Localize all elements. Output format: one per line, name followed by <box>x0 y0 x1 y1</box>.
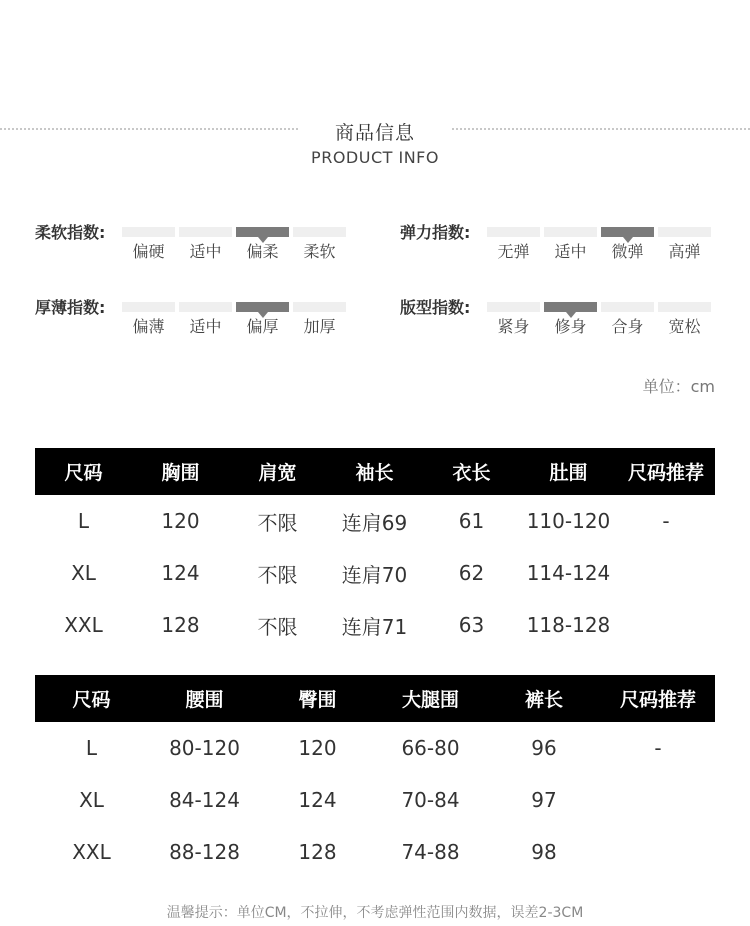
table-cell <box>601 774 715 826</box>
table-cell: 84-124 <box>169 788 240 812</box>
table-cell: XL <box>71 561 96 585</box>
table-cell: 连肩71 <box>341 614 408 639</box>
header-pant-length: 裤长 <box>487 675 601 722</box>
thickness-index-scale <box>122 302 355 312</box>
table-cell <box>617 599 715 651</box>
table-cell: 74-88 <box>401 840 460 864</box>
table-cell: L <box>77 509 90 533</box>
measurement-tip: 温馨提示：单位CM，不拉伸，不考虑弹性范围内数据，误差2-3CM <box>166 905 584 921</box>
section-header <box>0 110 750 180</box>
index-option: 合身 <box>611 317 644 336</box>
index-option: 适中 <box>554 242 587 261</box>
header-hip: 臀围 <box>261 675 374 722</box>
table-row <box>35 774 715 826</box>
scale-segment <box>601 302 654 312</box>
table-cell: 124 <box>298 788 337 812</box>
index-option: 无弹 <box>497 242 530 261</box>
index-option: 高弹 <box>668 242 701 261</box>
index-option: 加厚 <box>303 317 336 336</box>
table-cell: 连肩70 <box>341 562 408 587</box>
elasticity-index <box>400 222 720 272</box>
index-option: 偏柔 <box>246 242 279 261</box>
softness-index-scale <box>122 227 355 237</box>
scale-segment <box>487 302 540 312</box>
scale-segment <box>601 227 654 237</box>
table-cell: 80-120 <box>169 736 240 760</box>
fit-index-scale <box>487 302 720 312</box>
softness-index <box>35 222 355 272</box>
table-cell: 120 <box>161 509 200 533</box>
section-title-cn: 商品信息 <box>334 122 415 144</box>
scale-segment <box>487 227 540 237</box>
header-thigh: 大腿围 <box>374 675 487 722</box>
table-cell: 128 <box>161 613 200 637</box>
table-cell: 118-128 <box>526 613 611 637</box>
scale-segment <box>293 227 346 237</box>
unit-label: 单位：cm <box>642 377 715 396</box>
header-sleeve: 袖长 <box>326 448 423 495</box>
bottom-size-table <box>35 675 715 878</box>
thickness-index <box>35 297 355 347</box>
scale-segment <box>179 302 232 312</box>
table-cell: 66-80 <box>401 736 460 760</box>
index-option: 微弹 <box>611 242 644 261</box>
table-cell: 连肩69 <box>341 510 408 535</box>
index-option: 偏厚 <box>246 317 279 336</box>
table-cell: 88-128 <box>169 840 240 864</box>
table-cell: 不限 <box>257 614 298 639</box>
table-cell: 114-124 <box>526 561 611 585</box>
table-cell: 110-120 <box>526 509 611 533</box>
header-length: 衣长 <box>423 448 520 495</box>
header-recommend: 尺码推荐 <box>601 675 715 722</box>
softness-index-label: 柔软指数: <box>35 223 106 242</box>
header-chest: 胸围 <box>132 448 229 495</box>
table-row <box>35 826 715 878</box>
table-cell: XXL <box>72 840 111 864</box>
header-size: 尺码 <box>35 448 132 495</box>
table-cell: 97 <box>531 788 557 812</box>
scale-segment <box>544 302 597 312</box>
table-cell: 124 <box>161 561 200 585</box>
scale-segment <box>122 227 175 237</box>
scale-segment <box>544 227 597 237</box>
elasticity-index-label: 弹力指数: <box>400 223 471 242</box>
table-cell: XXL <box>64 613 103 637</box>
scale-segment <box>293 302 346 312</box>
table-cell <box>617 547 715 599</box>
header-size: 尺码 <box>35 675 148 722</box>
table-cell: L <box>85 736 98 760</box>
table-header-row <box>35 448 715 495</box>
table-row <box>35 547 715 599</box>
table-header-row <box>35 675 715 722</box>
table-cell: - <box>662 509 670 533</box>
table-cell: XL <box>79 788 104 812</box>
fit-index <box>400 297 720 347</box>
fit-index-label: 版型指数: <box>400 298 471 317</box>
section-title-en: PRODUCT INFO <box>311 148 439 167</box>
index-option: 偏薄 <box>132 317 165 336</box>
index-option: 修身 <box>554 317 587 336</box>
table-cell: 98 <box>531 840 557 864</box>
top-size-table <box>35 448 715 651</box>
table-row <box>35 495 715 547</box>
index-option: 适中 <box>189 242 222 261</box>
header-recommend: 尺码推荐 <box>617 448 715 495</box>
index-option: 宽松 <box>668 317 701 336</box>
table-row <box>35 722 715 774</box>
index-option: 柔软 <box>303 242 336 261</box>
elasticity-index-scale <box>487 227 720 237</box>
table-cell: - <box>654 736 662 760</box>
scale-segment <box>236 302 289 312</box>
table-cell: 96 <box>531 736 557 760</box>
table-cell: 120 <box>298 736 337 760</box>
table-cell: 61 <box>458 509 485 533</box>
scale-segment <box>122 302 175 312</box>
scale-segment <box>236 227 289 237</box>
table-cell: 62 <box>458 561 485 585</box>
scale-segment <box>658 302 711 312</box>
table-cell: 70-84 <box>401 788 460 812</box>
table-cell: 不限 <box>257 562 298 587</box>
table-cell: 63 <box>458 613 485 637</box>
scale-segment <box>658 227 711 237</box>
header-belly: 肚围 <box>520 448 617 495</box>
table-cell: 128 <box>298 840 337 864</box>
thickness-index-label: 厚薄指数: <box>35 298 106 317</box>
table-cell <box>601 826 715 878</box>
scale-segment <box>179 227 232 237</box>
header-waist: 腰围 <box>148 675 261 722</box>
table-row <box>35 599 715 651</box>
index-option: 适中 <box>189 317 222 336</box>
index-option: 紧身 <box>497 317 530 336</box>
table-cell: 不限 <box>257 510 298 535</box>
header-shoulder: 肩宽 <box>229 448 326 495</box>
index-option: 偏硬 <box>132 242 165 261</box>
